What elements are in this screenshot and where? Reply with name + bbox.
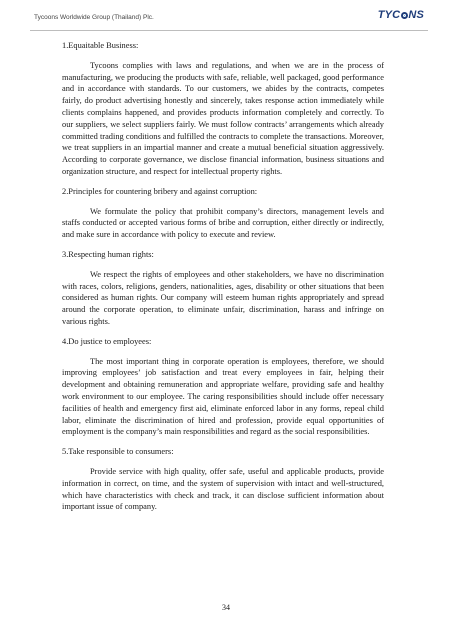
logo-suffix: NS	[408, 9, 424, 21]
section-heading: 4.Do justice to employees:	[62, 336, 152, 346]
section-equitable-business	[62, 40, 384, 178]
page-header	[24, 8, 428, 36]
logo-prefix: TYC	[377, 9, 401, 21]
section-paragraph: Tycoons complies with laws and regulations, and when we are in the process of manufacturing, we producing the products with safe, reliable, well packaged, good performance and in accordance with standards. To our customers, we abides by the contracts, competes fairly, do product advertising honestly and sincerely, takes response action immediately while clients complains happened, and provides products information completely and correctly. To our suppliers, we select suppliers fairly. We must follow contracts’ arrangements which already committed trading conditions and fulfilled the contracts to complete the transactions. Moreover, we treat suppliers in an impartial manner and create a mutual beneficial situation aggressively. According to corporate governance, we disclose financial information, business situations and organization structure, and respect for intellectual property rights.	[62, 60, 384, 176]
section-consumers	[62, 446, 384, 513]
section-human-rights	[62, 249, 384, 328]
section-heading: 3.Respecting human rights:	[62, 249, 154, 259]
page-number: 34	[222, 603, 230, 612]
section-anti-corruption	[62, 186, 384, 241]
document-body	[62, 40, 384, 521]
section-paragraph: We respect the rights of employees and other stakeholders, we have no discrimination with races, colors, religions, genders, nationalities, ages, disability or other situations that been considered as human rights. Our company will esteem human rights appropriately and spread around the corporate operation, to eliminate unfair, discrimination, harass and infringe on various rights.	[62, 269, 384, 326]
logo-globe-icon	[401, 12, 408, 19]
company-name: Tycoons Worldwide Group (Thailand) Plc.	[34, 14, 154, 21]
section-heading: 2.Principles for countering bribery and against corruption:	[62, 186, 258, 196]
section-paragraph: The most important thing in corporate operation is employees, therefore, we should improving employees’ job satisfaction and treat every employees in fair, helping their development and obtaining remuneration and appropriate welfare, providing safe and healthy work environment to our employee. The caring responsibilities should include offer necessary facilities of health and emergency first aid, eliminate enforced labor in any forms, repeal child labor, eliminate the discrimination of hired and profession, provide equal opportunities of employment is the company’s main responsibilities and regard as the social responsibilities.	[62, 356, 384, 437]
section-paragraph: Provide service with high quality, offer safe, useful and applicable products, provide information in correct, on time, and the system of supervision with intact and well-structured, which have characteristics with check and track, it can disclose sufficient information about important issue of company.	[62, 466, 384, 512]
header-divider	[30, 30, 428, 31]
company-logo	[378, 9, 424, 21]
section-employees	[62, 336, 384, 438]
section-heading: 1.Equaitable Business:	[62, 41, 139, 50]
section-paragraph: We formulate the policy that prohibit company’s directors, management levels and staffs conducted or accepted various forms of bribe and corruption, either directly or indirectly, and make sure in accordance with policy to execute and review.	[62, 206, 384, 240]
section-heading: 5.Take responsible to consumers:	[62, 447, 174, 457]
